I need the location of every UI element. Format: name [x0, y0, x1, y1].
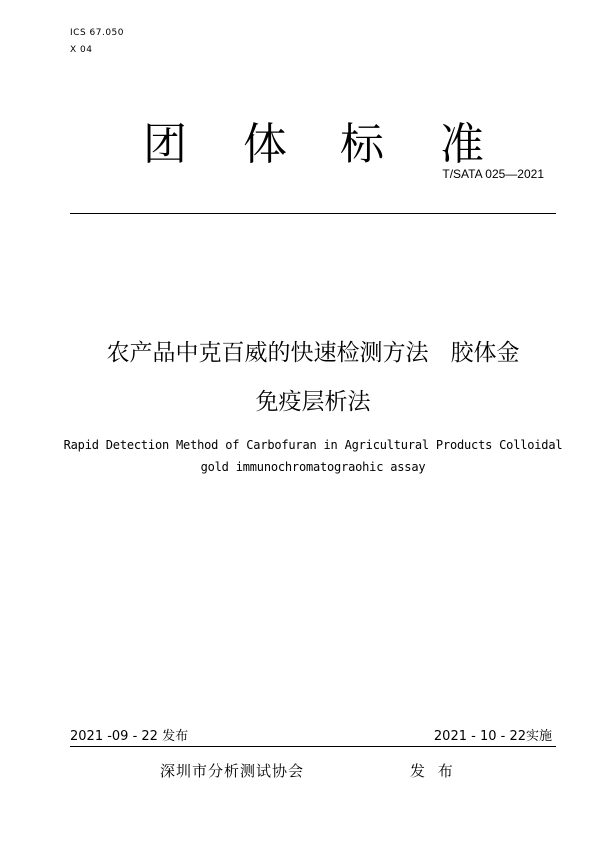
- ccs-code: X 04: [70, 45, 93, 55]
- ics-code: ICS 67.050: [70, 28, 125, 38]
- publish-label: 发 布: [410, 762, 457, 780]
- footer-divider: [70, 746, 556, 747]
- publisher-name: 深圳市分析测试协会: [160, 762, 305, 780]
- doc-type-char-1: 团: [143, 119, 187, 170]
- standard-number: T/SATA 025—2021: [442, 167, 544, 181]
- issue-date: 2021 -09 - 22 发布: [70, 729, 189, 744]
- title-chinese-line-2: 免疫层析法: [255, 389, 371, 415]
- doc-type-char-3: 标: [340, 119, 384, 170]
- doc-type-char-2: 体: [243, 119, 287, 170]
- header-divider: [70, 213, 556, 214]
- title-english-line-1: Rapid Detection Method of Carbofuran in Agricultural Products Colloidal: [63, 438, 563, 452]
- title-english-line-2: gold immunochromatograohic assay: [200, 460, 426, 474]
- title-chinese-line-1: 农产品中克百威的快速检测方法 胶体金: [106, 340, 520, 366]
- implementation-date: 2021 - 10 - 22实施: [433, 729, 552, 744]
- doc-type-char-4: 准: [440, 119, 484, 170]
